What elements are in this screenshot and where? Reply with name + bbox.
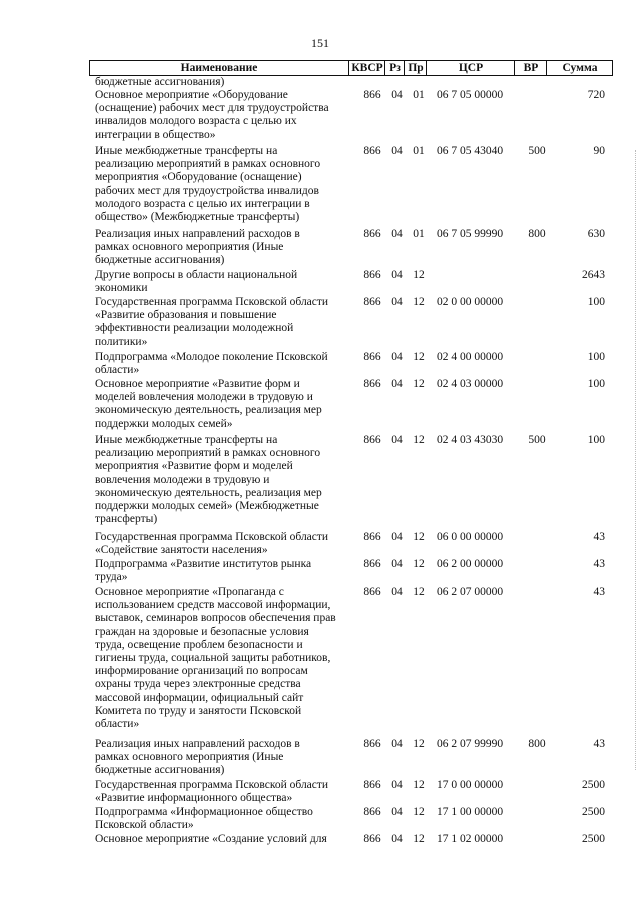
- row-rz: 04: [391, 378, 403, 390]
- row-sum: 2500: [582, 779, 605, 791]
- row-csr: 06 7 05 43040: [437, 145, 504, 157]
- row-pr: 12: [413, 586, 425, 598]
- row-pr: 12: [413, 738, 425, 750]
- row-pr: 01: [413, 145, 425, 157]
- row-pr: 01: [413, 89, 425, 101]
- row-name: Реализация иных направлений расходов в рамках основного мероприятия (Иные бюджетные ассигнования): [95, 228, 300, 267]
- row-pr: 12: [413, 779, 425, 791]
- margin-edge-marks: [634, 150, 636, 770]
- row-sum: 100: [587, 296, 605, 308]
- row-rz: 04: [391, 434, 403, 446]
- row-name: Реализация иных направлений расходов в рамках основного мероприятия (Иные бюджетные ассигнования): [95, 738, 300, 777]
- row-rz: 04: [391, 89, 403, 101]
- row-sum: 100: [587, 378, 605, 390]
- header-sum: Сумма: [546, 61, 613, 75]
- row-rz: 04: [391, 351, 403, 363]
- row-csr: 02 4 00 00000: [437, 351, 504, 363]
- row-pr: 12: [413, 296, 425, 308]
- row-csr: 06 2 07 00000: [437, 586, 504, 598]
- row-pr: 12: [413, 378, 425, 390]
- row-vr: 800: [528, 228, 546, 240]
- row-csr: 06 7 05 00000: [437, 89, 504, 101]
- row-name: Государственная программа Псковской области «Развитие информационного общества»: [95, 779, 329, 805]
- row-kvsr: 866: [363, 296, 381, 308]
- row-rz: 04: [391, 738, 403, 750]
- row-csr: 06 7 05 99990: [437, 228, 504, 240]
- row-csr: 02 4 03 43030: [437, 434, 504, 446]
- row-csr: 06 2 07 99990: [437, 738, 504, 750]
- row-kvsr: 866: [363, 806, 381, 818]
- header-rz: Рз: [384, 61, 405, 75]
- row-vr: 500: [528, 434, 546, 446]
- row-name: Иные межбюджетные трансферты на реализацию мероприятий в рамках основного мероприятия «Развитие форм и моделей вовлечения молодежи в трудовую и экономическую деятельность, реализация мер поддержки молодых семей» (Межбюджетные трансферты): [95, 434, 322, 526]
- row-kvsr: 866: [363, 228, 381, 240]
- row-pr: 12: [413, 351, 425, 363]
- row-pr: 12: [413, 531, 425, 543]
- row-pr: 12: [413, 806, 425, 818]
- row-csr: 02 4 03 00000: [437, 378, 504, 390]
- row-kvsr: 866: [363, 269, 381, 281]
- row-csr: 06 0 00 00000: [437, 531, 504, 543]
- row-pr: 12: [413, 558, 425, 570]
- row-sum: 90: [593, 145, 605, 157]
- row-name: Иные межбюджетные трансферты на реализацию мероприятий в рамках основного мероприятия «Оборудование (оснащение) рабочих мест для трудоустройства инвалидов молодого возраста с целью их интеграции в общество» (Межбюджетные трансферты): [95, 145, 321, 224]
- row-rz: 04: [391, 145, 403, 157]
- row-sum: 630: [587, 228, 605, 240]
- row-csr: 17 1 00 00000: [437, 806, 504, 818]
- row-name: Основное мероприятие «Развитие форм и моделей вовлечения молодежи в трудовую и экономическую деятельность, реализация мер поддержки молодых семей»: [95, 378, 322, 430]
- row-name: Другие вопросы в области национальной экономики: [95, 269, 298, 295]
- row-kvsr: 866: [363, 434, 381, 446]
- row-kvsr: 866: [363, 779, 381, 791]
- row-kvsr: 866: [363, 531, 381, 543]
- row-sum: 2500: [582, 806, 605, 818]
- row-csr: 17 1 02 00000: [437, 833, 504, 845]
- row-sum: 43: [593, 531, 605, 543]
- row-kvsr: 866: [363, 378, 381, 390]
- row-sum: 720: [587, 89, 605, 101]
- row-pr: 12: [413, 434, 425, 446]
- row-kvsr: 866: [363, 738, 381, 750]
- row-rz: 04: [391, 296, 403, 308]
- row-kvsr: 866: [363, 558, 381, 570]
- row-sum: 100: [587, 351, 605, 363]
- row-vr: 800: [528, 738, 546, 750]
- row-pr: 12: [413, 269, 425, 281]
- row-kvsr: 866: [363, 351, 381, 363]
- row-rz: 04: [391, 779, 403, 791]
- row-rz: 04: [391, 228, 403, 240]
- row-rz: 04: [391, 269, 403, 281]
- header-csr: ЦСР: [426, 61, 515, 75]
- row-name: Государственная программа Псковской области «Содействие занятости населения»: [95, 531, 329, 557]
- row-pr: 12: [413, 833, 425, 845]
- row-name: Подпрограмма «Молодое поколение Псковской области»: [95, 351, 328, 377]
- row-sum: 43: [593, 586, 605, 598]
- row-name: Подпрограмма «Информационное общество Псковской области»: [95, 806, 313, 832]
- row-sum: 2643: [582, 269, 605, 281]
- row-vr: 500: [528, 145, 546, 157]
- row-rz: 04: [391, 833, 403, 845]
- row-rz: 04: [391, 558, 403, 570]
- row-kvsr: 866: [363, 586, 381, 598]
- header-pr: Пр: [404, 61, 427, 75]
- row-kvsr: 866: [363, 833, 381, 845]
- row-sum: 100: [587, 434, 605, 446]
- row-kvsr: 866: [363, 145, 381, 157]
- page-number: 151: [311, 36, 329, 50]
- header-vr: ВР: [514, 61, 547, 75]
- row-csr: 06 2 00 00000: [437, 558, 504, 570]
- row-sum: 2500: [582, 833, 605, 845]
- row-name: Подпрограмма «Развитие институтов рынка труда»: [95, 558, 312, 584]
- row-kvsr: 866: [363, 89, 381, 101]
- row-name: Государственная программа Псковской области «Развитие образования и повышение эффективности реализации молодежной политики»: [95, 296, 329, 348]
- table-header: [89, 60, 613, 76]
- row-name: Основное мероприятие «Оборудование (оснащение) рабочих мест для трудоустройства инвалидов молодого возраста с целью их интеграции в общество»: [95, 89, 329, 141]
- row-sum: 43: [593, 558, 605, 570]
- row-rz: 04: [391, 531, 403, 543]
- row-rz: 04: [391, 806, 403, 818]
- header-name: Наименование: [180, 62, 258, 74]
- row-pr: 01: [413, 228, 425, 240]
- header-kvsr: КВСР: [348, 61, 385, 75]
- row-name: Основное мероприятие «Создание условий для: [95, 833, 327, 845]
- row-sum: 43: [593, 738, 605, 750]
- row-name: бюджетные ассигнования): [95, 76, 225, 88]
- row-name: Основное мероприятие «Пропаганда с использованием средств массовой информации, выставок, семинаров вопросов обеспечения прав граждан на здоровые и безопасные условия труда, освещение проблем безопасности и гигиены труда, социальной защиты работников, информирование организаций по вопросам охраны труда через электронные средства массовой информации, официальный сайт Комитета по труду и занятости Псковской области»: [95, 586, 336, 731]
- row-csr: 17 0 00 00000: [437, 779, 504, 791]
- row-rz: 04: [391, 586, 403, 598]
- row-csr: 02 0 00 00000: [437, 296, 504, 308]
